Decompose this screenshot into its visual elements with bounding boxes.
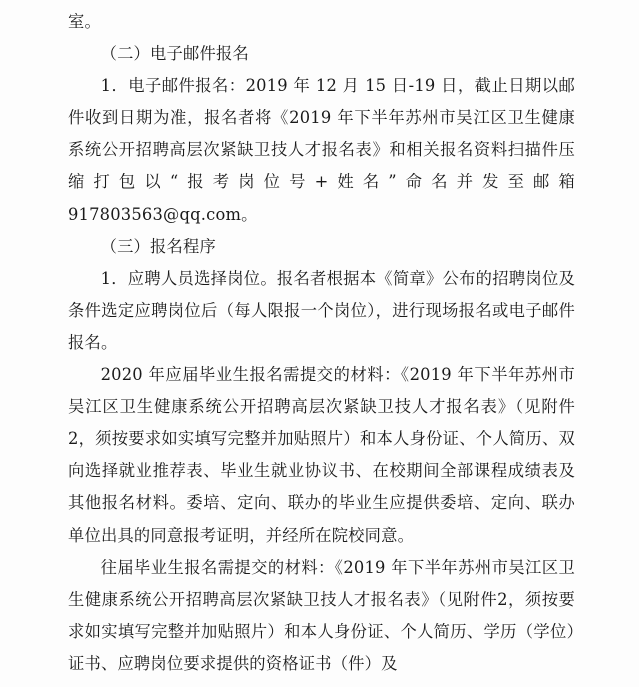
document-body (68, 6, 575, 680)
paragraph-email-registration: 1．电子邮件报名：2019 年 12 月 15 日-19 日，截止日期以邮件收到日期为准，报名者将《2019 年下半年苏州市吴江区卫生健康系统公开招聘高层次紧缺卫技人才报名表》和相关报名资料扫描件压缩打包以“报考岗位号+姓名”命名并发至邮箱 917803563@qq.com。 (68, 76, 575, 224)
paragraph-choose-position: 1．应聘人员选择岗位。报名者根据本《简章》公布的招聘岗位及条件选定应聘岗位后（每人限报一个岗位），进行现场报名或电子邮件报名。 (68, 268, 575, 352)
paragraph-room-continuation: 室。 (68, 12, 101, 31)
paragraph-section-two-heading: （二）电子邮件报名 (100, 44, 249, 64)
paragraph-fresh-graduates-materials: 2020 年应届毕业生报名需提交的材料：《2019 年下半年苏州市吴江区卫生健康系统公开招聘高层次紧缺卫技人才报名表》（见附件2，须按要求如实填写完整并加贴照片）和本人身份证、个人简历、双向选择就业推荐表、毕业生就业协议书、在校期间全部课程成绩表及其他报名材料。委培、定向、联办的毕业生应提供委培、定向、联办单位出具的同意报考证明，并经所在院校同意。 (68, 365, 575, 545)
paragraph-section-three-heading: （三）报名程序 (100, 236, 216, 256)
paragraph-previous-graduates-materials: 往届毕业生报名需提交的材料：《2019 年下半年苏州市吴江区卫生健康系统公开招聘高层次紧缺卫技人才报名表》（见附件2，须按要求如实填写完整并加贴照片）和本人身份证、个人简历、学历（学位）证书、应聘岗位要求提供的资格证书（件）及 (68, 557, 575, 673)
